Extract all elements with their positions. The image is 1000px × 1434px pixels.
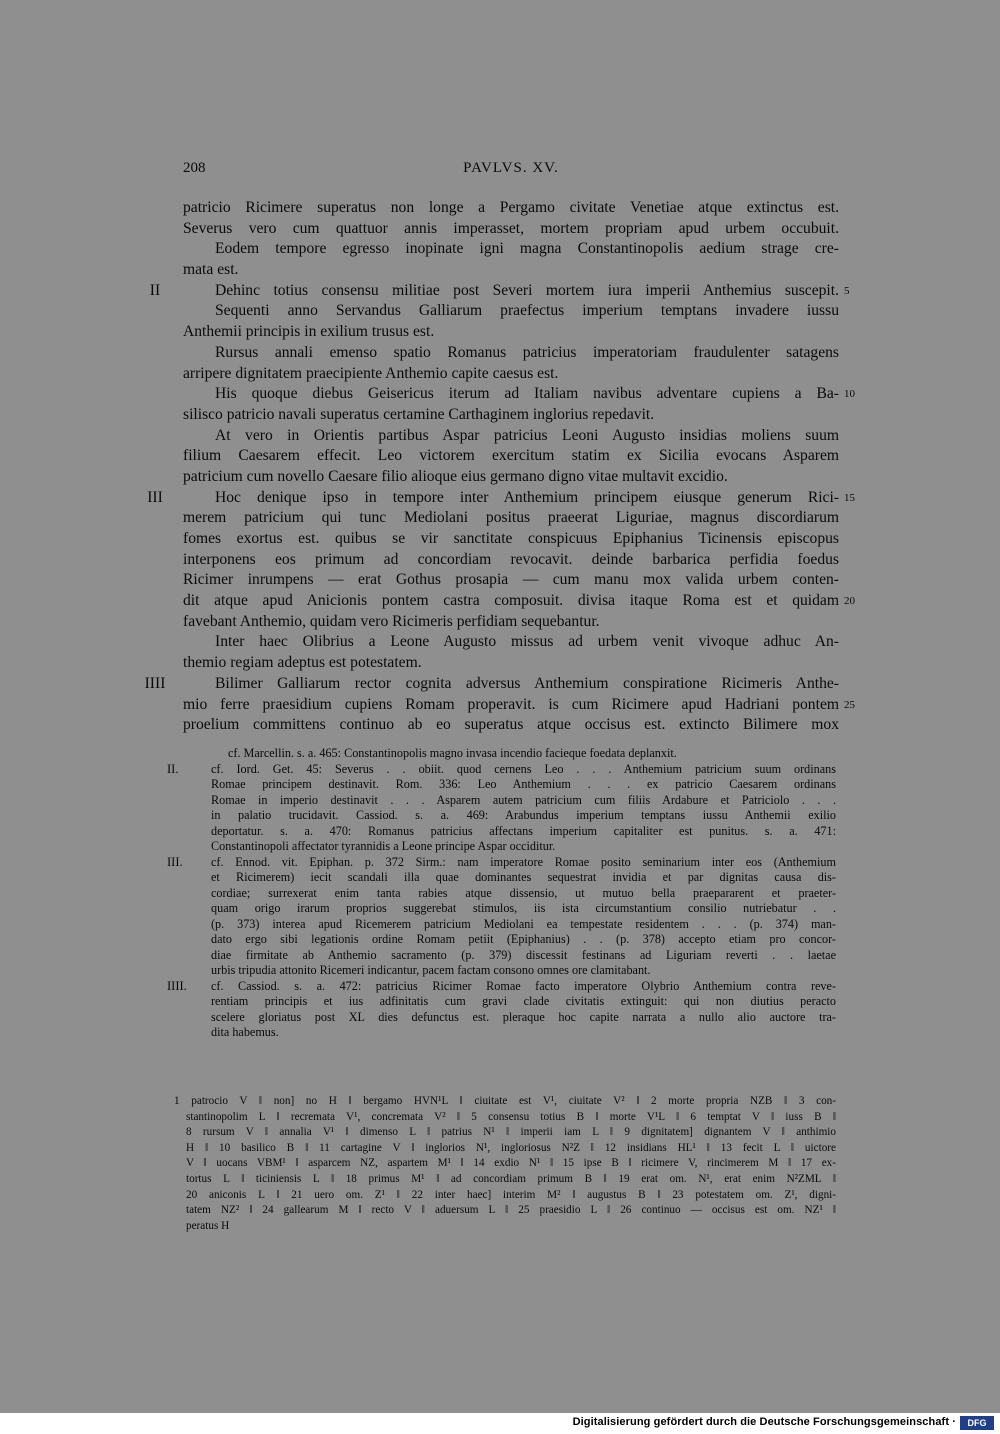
text-line <box>0 674 1000 695</box>
line-text: dit atque apud Anicionis pontem castra composuit. divisa itaque Roma est et quidam <box>183 592 839 610</box>
funding-notice: Digitalisierung gefördert durch die Deutsche Forschungsgemeinschaft · <box>572 1416 956 1428</box>
note-text: urbis tripudia attonito Ricemeri indicantur, pacem factam consono omnes ore clamitabant. <box>211 963 651 977</box>
note-line <box>0 948 1000 964</box>
apparatus-text: peratus H <box>186 1219 230 1232</box>
line-text: proelium committens continuo ab eo superatus atque occisus est. extincto Bilimere mox <box>183 716 839 734</box>
text-line <box>0 301 1000 322</box>
apparatus-line <box>0 1141 1000 1157</box>
text-line <box>0 322 1000 343</box>
text-line <box>0 695 1000 716</box>
section-marker: II <box>149 281 161 299</box>
note-line <box>0 746 1000 762</box>
line-text: Hoc denique ipso in tempore inter Anthemium principem eiusque generum Rici- <box>215 488 839 506</box>
note-line <box>0 824 1000 840</box>
text-line <box>0 343 1000 364</box>
footer-bar <box>0 1413 1000 1434</box>
note-line <box>0 917 1000 933</box>
line-text: favebant Anthemio, quidam vero Ricimeris perfidiam sequebantur. <box>183 612 600 630</box>
page-header <box>183 160 839 182</box>
line-number: 5 <box>844 284 850 297</box>
line-text: Anthemii principis in exilium trusus est. <box>183 323 435 341</box>
dfg-logo: DFG <box>960 1416 994 1430</box>
apparatus-line <box>0 1188 1000 1204</box>
note-section-marker: III. <box>167 854 183 869</box>
line-text: Bilimer Galliarum rector cognita adversus Anthemium conspiratione Ricimeris Anthe- <box>215 674 839 692</box>
main-text <box>0 198 1000 736</box>
note-text: diae firmitate ab Anthemio sacramento (p. 379) discessit festinans ad Liguriam reverti . . laetae <box>211 947 836 962</box>
critical-apparatus <box>0 1094 1000 1234</box>
note-text: Constantinopoli affectator tyrannidis a Leone principe Aspar occiditur. <box>211 839 556 853</box>
text-line <box>0 612 1000 633</box>
apparatus-text: 1 patrocio V ‖ non] no H ‖ bergamo HVN¹L ‖ ciuitate est V¹, ciuitate V² ‖ 2 morte propria NZB ‖ 3 con- <box>174 1095 836 1107</box>
line-number: 20 <box>844 595 855 608</box>
apparatus-line <box>0 1172 1000 1188</box>
line-text: fomes exortus est. quibus se vir sanctitate conspicuus Epiphanius Ticinensis episcopus <box>183 530 839 547</box>
text-line <box>0 384 1000 405</box>
note-section-marker: IIII. <box>167 978 187 993</box>
note-text: (p. 373) interea apud Ricemerem patricium Mediolani ea tempestate residentem . . . (p. 374) man- <box>211 916 836 931</box>
text-line <box>0 632 1000 653</box>
text-line <box>0 198 1000 219</box>
line-text: At vero in Orientis partibus Aspar patricius Leoni Augusto insidias moliens suum <box>215 426 839 444</box>
line-text: Sequenti anno Servandus Galliarum praefectus imperium temptans invadere iussu <box>215 302 839 320</box>
line-text: Dehinc totius consensu militiae post Severi mortem iura imperii Anthemius suscepit. <box>215 281 839 299</box>
line-text: mio ferre praesidium cupiens Romam properavit. is cum Ricimere apud Hadriani pontem <box>183 695 839 713</box>
text-line <box>0 508 1000 529</box>
apparatus-line <box>0 1125 1000 1141</box>
note-line <box>0 839 1000 855</box>
line-text: Rursus annali emenso spatio Romanus patricius imperatoriam fraudulenter satagens <box>215 343 839 361</box>
running-title: PAVLVS. XV. <box>463 160 559 176</box>
line-text: patricio Ricimere superatus non longe a Pergamo civitate Venetiae atque extinctus est. <box>183 199 839 216</box>
text-line <box>0 591 1000 612</box>
text-line <box>0 239 1000 260</box>
line-text: Eodem tempore egresso inopinate igni magna Constantinopolis aedium strage cre- <box>215 240 839 258</box>
apparatus-text: V ‖ uocans VBM¹ ‖ asparcem NZ, aspartem M¹ ‖ 14 exdio N¹ ‖ 15 ipse B ‖ ricimere V, rincimerem M ‖ 17 ex- <box>186 1157 836 1170</box>
text-line <box>0 653 1000 674</box>
section-marker: III <box>147 488 163 506</box>
text-line <box>0 488 1000 509</box>
section-marker: IIII <box>144 674 166 692</box>
line-text: merem patricium qui tunc Mediolani positus praeerat Liguriae, magnus discordiarum <box>183 509 839 527</box>
text-line <box>0 715 1000 736</box>
text-line <box>0 219 1000 240</box>
note-line <box>0 932 1000 948</box>
note-text: deportatur. s. a. 470: Romanus patricius affectans imperium capitaliter est punitus. s. a. 471: <box>211 823 836 838</box>
note-text: et Ricimerem) iecit scandali illa quae dominantes sequestrat invidia et par dignitas causa dis- <box>211 870 836 884</box>
line-text: Inter haec Olibrius a Leone Augusto missus ad urbem venit vivoque adhuc An- <box>215 633 839 651</box>
note-line <box>0 979 1000 995</box>
note-line <box>0 762 1000 778</box>
line-number: 25 <box>844 698 855 711</box>
note-line <box>0 870 1000 886</box>
note-line <box>0 963 1000 979</box>
note-line <box>0 808 1000 824</box>
note-text: Romae principem destinavit. Rom. 336: Leo Anthemium . . . ex patricio Caesarem ordinans <box>211 777 836 791</box>
note-text: dita habemus. <box>211 1025 279 1039</box>
line-text: mata est. <box>183 261 239 279</box>
apparatus-line <box>0 1156 1000 1172</box>
line-text: filium Caesarem effecit. Leo victorem exercitum statim ex Sicilia evocans Asparem <box>183 447 839 465</box>
note-line <box>0 886 1000 902</box>
note-line <box>0 793 1000 809</box>
source-notes <box>0 746 1000 1041</box>
apparatus-line <box>0 1219 1000 1235</box>
apparatus-text: tortus L ‖ ticiniensis L ‖ 18 primus M¹ ‖ ad concordiam primum B ‖ 19 erat om. N¹, erat enim N²ZML ‖ <box>186 1172 836 1185</box>
note-text: in palatio trucidavit. Cassiod. s. a. 469: Arabundus imperium temptans iussu Anthemii exilio <box>211 808 836 822</box>
line-text: Severus vero cum quattuor annis imperasset, mortem propriam apud urbem occubuit. <box>183 219 839 237</box>
text-line <box>0 281 1000 302</box>
line-text: arripere dignitatem praecipiente Anthemio capite caesus est. <box>183 364 559 382</box>
note-text: cf. Iord. Get. 45: Severus . . obiit. quod cernens Leo . . . Anthemium patricium suum ordinans <box>211 761 836 776</box>
apparatus-line <box>0 1094 1000 1110</box>
line-number: 10 <box>844 388 855 401</box>
line-text: themio regiam adeptus est potestatem. <box>183 654 422 672</box>
note-text: Romae in imperio destinavit . . . Asparem autem patricium cum filiis Ardabure et Patriciolo . . . <box>211 792 836 807</box>
apparatus-text: H ‖ 10 basilico B ‖ 11 cartagine V ‖ inglorios N¹, ingloriosus N²Z ‖ 12 insidians HL¹ ‖ 13 fecit L ‖ uictore <box>186 1141 836 1154</box>
note-line <box>0 1025 1000 1041</box>
note-line <box>0 994 1000 1010</box>
text-line <box>0 467 1000 488</box>
line-text: silisco patricio navali superatus certamine Carthaginem inglorius repedavit. <box>183 405 655 423</box>
note-text: dato ergo sibi legationis ordine Romam petiit (Epiphanius) . . (p. 378) accepto etiam pro concor- <box>211 932 836 946</box>
note-text: cf. Cassiod. s. a. 472: patricius Ricimer Romae facto imperatore Olybrio Anthemium contra reve- <box>211 978 836 993</box>
page-number: 208 <box>183 160 206 176</box>
line-text: patricium cum novello Caesare filio alioque eius germano digno vitae multavit excidio. <box>183 467 728 485</box>
text-line <box>0 446 1000 467</box>
line-text: Ricimer inrumpens — erat Gothus prosapia — cum manu mox valida urbem conten- <box>183 571 839 589</box>
line-text: interponens eos primum ad concordiam revocavit. deinde barbarica perfidia foedus <box>183 550 839 568</box>
note-line <box>0 1010 1000 1026</box>
note-line <box>0 777 1000 793</box>
note-section-marker: II. <box>167 761 179 776</box>
note-line <box>0 901 1000 917</box>
apparatus-text: stantinopolim L ‖ recremata V¹, concremata V² ‖ 5 consensu totius B ‖ morte V¹L ‖ 6 temptat V ‖ iuss B ‖ <box>186 1110 836 1123</box>
text-line <box>0 260 1000 281</box>
note-text: scelere gloriatus post XL dies defunctus est. pleraque hoc capite narrata a nullo alio auctore tra- <box>211 1009 836 1024</box>
text-line <box>0 550 1000 571</box>
apparatus-text: 8 rursum V ‖ annalia V¹ ‖ dimenso L ‖ patrius N¹ ‖ imperii iam L ‖ 9 dignitatem] dignantem V ‖ anthimio <box>186 1126 836 1139</box>
text-line <box>0 405 1000 426</box>
note-text: cf. Marcellin. s. a. 465: Constantinopolis magno invasa incendio facieque foedata deplanxit. <box>228 746 677 760</box>
apparatus-text: 20 aniconis L ‖ 21 uero om. Z¹ ‖ 22 inter haec] interim M² ‖ augustus B ‖ 23 potestatem om. Z¹, digni- <box>186 1188 836 1201</box>
note-text: rentiam principis et ius adfinitatis cum gravi clade civitatis extinguit: qui non diutius peracto <box>211 994 836 1008</box>
line-number: 15 <box>844 491 855 504</box>
text-line <box>0 426 1000 447</box>
note-text: cordiae; surrexerat enim tanta rabies atque dissensio, ut mutuo bella praepararent et praeter- <box>211 885 836 900</box>
apparatus-line <box>0 1110 1000 1126</box>
text-line <box>0 570 1000 591</box>
note-text: quam origo irarum proprios suggerebat stimulos, iis ista circumstantium consilio nutriebatur . . <box>211 901 836 915</box>
note-text: cf. Ennod. vit. Epiphan. p. 372 Sirm.: nam imperatore Romae posito seminarium inter eos (Anthemium <box>211 854 836 869</box>
line-text: His quoque diebus Geisericus iterum ad Italiam navibus adventare cupiens a Ba- <box>215 385 839 403</box>
text-line <box>0 364 1000 385</box>
note-line <box>0 855 1000 871</box>
text-line <box>0 529 1000 550</box>
apparatus-text: tatem NZ² ‖ 24 gallearum M ‖ recto V ‖ aduersum L ‖ 25 praesidio L ‖ 26 continuo — occisus est om. NZ¹ ‖ <box>186 1204 836 1217</box>
apparatus-line <box>0 1203 1000 1219</box>
